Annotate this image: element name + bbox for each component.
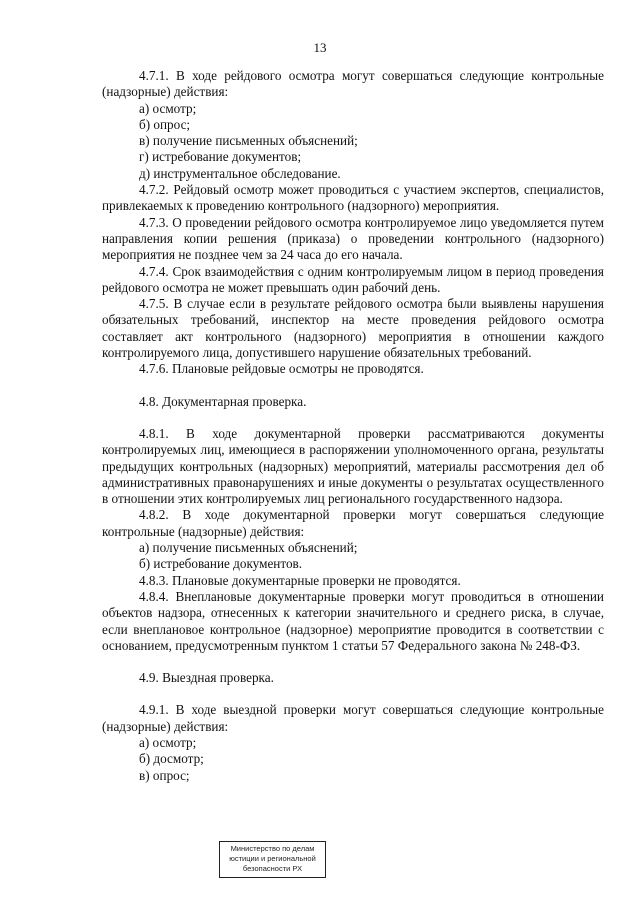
list-item: б) истребование документов. [139,556,303,572]
stamp-line: безопасности РХ [242,864,303,873]
paragraph-4-8-2: 4.8.2. В ходе документарной проверки могут совершаться следующие контрольные (надзорные) действия: [102,507,604,539]
list-item: в) получение письменных объяснений; [139,133,358,149]
list-item: а) осмотр; [139,100,197,116]
list-item: д) инструментальное обследование. [139,165,341,181]
ministry-stamp [219,841,326,878]
list-item: б) опрос; [139,116,191,132]
document-body [102,68,604,784]
stamp-line: юстиции и региональной [229,854,316,863]
paragraph-4-7-1: 4.7.1. В ходе рейдового осмотра могут совершаться следующие контрольные (надзорные) действия: [102,68,604,100]
stamp-line: Министерство по делам [230,844,315,853]
section-heading-4-8: 4.8. Документарная проверка. [139,393,307,409]
page-number: 13 [313,40,327,55]
paragraph-4-7-3: 4.7.3. О проведении рейдового осмотра контролируемое лицо уведомляется путем направления копии решения (приказа) о проведении контрольного (надзорного) мероприятия не позднее чем за 24 часа до его начала. [102,214,604,263]
paragraph-4-7-4: 4.7.4. Срок взаимодействия с одним контролируемым лицом в период проведения рейдового осмотра не может превышать один рабочий день. [102,263,604,295]
list-item: г) истребование документов; [139,149,302,165]
paragraph-4-9-1: 4.9.1. В ходе выездной проверки могут совершаться следующие контрольные (надзорные) действия: [102,702,604,734]
list-item: в) опрос; [139,767,190,783]
paragraph-4-7-6: 4.7.6. Плановые рейдовые осмотры не проводятся. [139,361,424,377]
list-item: а) получение письменных объяснений; [139,540,358,556]
list-item: б) досмотр; [139,751,204,767]
paragraph-4-7-5: 4.7.5. В случае если в результате рейдового осмотра были выявлены нарушения обязательных требований, инспектор на месте проведения рейдового осмотра составляет акт контрольного (надзорного) мероприятия в отношении каждого контролируемого лица, допустившего нарушение обязательных требований. [102,296,604,361]
paragraph-4-8-4: 4.8.4. Внеплановые документарные проверки могут проводиться в отношении объектов надзора, отнесенных к категории значительного и среднего риска, в случае, если внеплановое контрольное (надзорное) мероприятие проводится в соответствии с основанием, предусмотренным пунктом 1 статьи 57 Федерального закона № 248-ФЗ. [102,588,604,653]
paragraph-4-8-3: 4.8.3. Плановые документарные проверки не проводятся. [139,572,461,588]
paragraph-4-7-2: 4.7.2. Рейдовый осмотр может проводиться с участием экспертов, специалистов, привлекаемых к проведению контрольного (надзорного) мероприятия. [102,182,604,214]
list-item: а) осмотр; [139,734,197,750]
section-heading-4-9: 4.9. Выездная проверка. [139,670,274,686]
paragraph-4-8-1: 4.8.1. В ходе документарной проверки рассматриваются документы контролируемых лиц, имеющиеся в распоряжении уполномоченного органа, результаты предыдущих контрольных (надзорных) мероприятий, материалы рассмотрения дел об административных правонарушениях и иные документы о результатах осуществленного в отношении этих контролируемых лиц регионального государственного надзора. [102,425,604,507]
